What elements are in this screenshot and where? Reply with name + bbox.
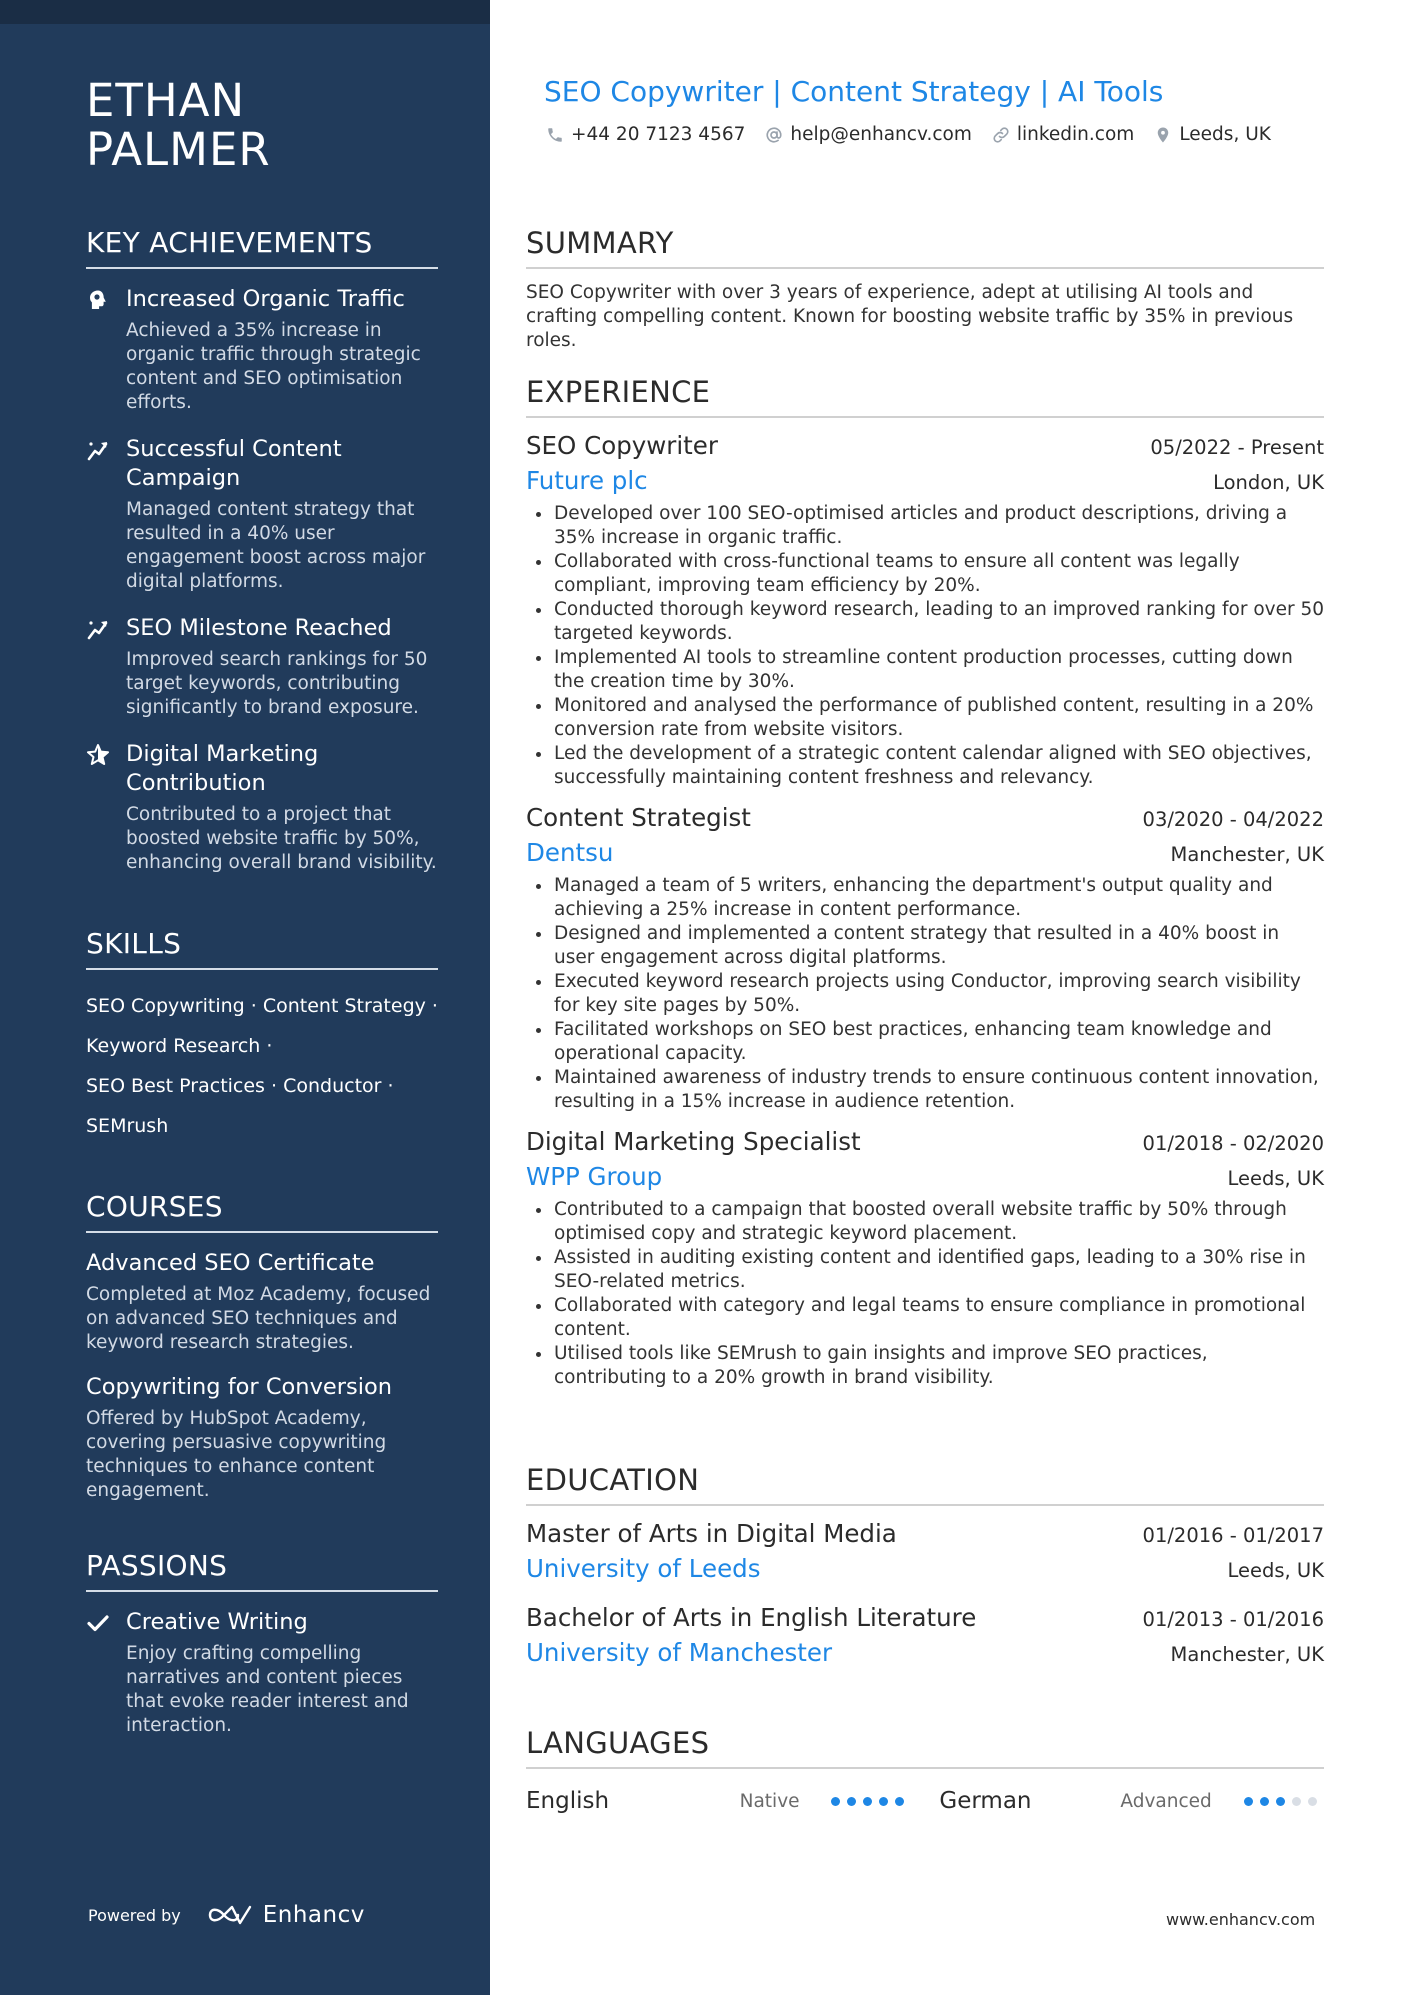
job-dates: 05/2022 - Present [1150,436,1324,459]
education-section [526,1462,1324,1686]
skill-item: SEMrush [86,1115,169,1137]
enhancv-logo[interactable] [207,1902,365,1928]
rating-dot-filled [863,1797,872,1806]
achievement-description: Managed content strategy that resulted in a 40% user engagement boost across major digital platforms. [126,499,426,592]
language-name: German [939,1788,1032,1814]
job-dates: 01/2018 - 02/2020 [1142,1132,1324,1155]
languages-row [526,1781,1324,1821]
rating-dot-empty [1292,1797,1301,1806]
bullet-item: Collaborated with cross-functional teams to ensure all content was legally compliant, improving team efficiency by 20%. [526,550,1324,598]
course-title: Advanced SEO Certificate [86,1250,375,1276]
skill-item: Content Strategy · [262,995,438,1017]
education-location: Manchester, UK [1170,1643,1324,1666]
job-bullets [526,502,1324,790]
achievement-description: Achieved a 35% increase in organic traffic through strategic content and SEO optimisation efforts. [126,320,421,413]
education-location: Leeds, UK [1227,1559,1324,1582]
passion-description: Enjoy crafting compelling narratives and content pieces that evoke reader interest and interaction. [126,1643,409,1736]
bullet-item: Developed over 100 SEO-optimised articles and product descriptions, driving a 35% increase in organic traffic. [526,502,1324,550]
summary-section [526,225,1324,353]
achievement-title: Digital Marketing Contribution [126,741,319,796]
skills-list [86,986,438,1146]
achievement-title: Increased Organic Traffic [126,286,405,312]
growth-arrow-icon [86,617,110,641]
job-location: Leeds, UK [1227,1167,1324,1190]
company-name: Future plc [526,466,648,495]
skill-item: Conductor · [283,1075,394,1097]
link-icon [992,126,1010,144]
education-dates: 01/2013 - 01/2016 [1142,1608,1324,1631]
languages-heading: LANGUAGES [526,1725,1324,1769]
job-title: Content Strategist [526,803,751,832]
language-rating [1244,1797,1324,1806]
job-bullets [526,874,1324,1114]
bullet-item: Maintained awareness of industry trends to ensure continuous content innovation, resulting in a 15% increase in audience retention. [526,1066,1324,1114]
language-name: English [526,1788,610,1814]
skill-item: Keyword Research · [86,1035,273,1057]
achievement-item [86,740,438,875]
growth-arrow-icon [86,438,110,462]
phone-text: +44 20 7123 4567 [571,124,746,145]
achievement-item [86,285,438,415]
achievement-item [86,435,438,594]
job-location: Manchester, UK [1170,843,1324,866]
bullet-item: Monitored and analysed the performance of published content, resulting in a 20% conversion rate from website visitors. [526,694,1324,742]
rating-dot-filled [1276,1797,1285,1806]
summary-heading: SUMMARY [526,225,1324,269]
first-name: ETHAN [86,74,246,127]
passions-section [86,1548,438,1758]
bullet-item: Collaborated with category and legal teams to ensure compliance in promotional content. [526,1294,1324,1342]
education-entry [526,1602,1324,1672]
education-dates: 01/2016 - 01/2017 [1142,1524,1324,1547]
contact-linkedin[interactable] [992,124,1134,145]
bullet-item: Led the development of a strategic content calendar aligned with SEO objectives, successfully maintaining content freshness and relevancy. [526,742,1324,790]
bullet-item: Utilised tools like SEMrush to gain insights and improve SEO practices, contributing to a 20% growth in brand visibility. [526,1342,1324,1390]
job-entry [526,430,1324,790]
checkmark-icon [86,1611,110,1635]
degree: Bachelor of Arts in English Literature [526,1603,977,1632]
rating-dot-filled [847,1797,856,1806]
candidate-name [86,76,271,174]
rating-dot-filled [831,1797,840,1806]
course-description: Offered by HubSpot Academy, covering persuasive copywriting techniques to enhance content engagement. [86,1408,387,1501]
contact-bar [546,124,1291,145]
sidebar [0,0,490,1995]
course-title: Copywriting for Conversion [86,1374,392,1400]
job-bullets [526,1198,1324,1390]
achievement-title: SEO Milestone Reached [126,615,392,641]
language-level: Native [739,1790,800,1812]
footer-url[interactable]: www.enhancv.com [1166,1910,1316,1929]
education-heading: EDUCATION [526,1462,1324,1506]
contact-phone[interactable] [546,124,745,145]
passion-item [86,1608,438,1738]
bullet-item: Designed and implemented a content strategy that resulted in a 40% boost in user engagement across digital platforms. [526,922,1324,970]
rating-dot-filled [895,1797,904,1806]
course-description: Completed at Moz Academy, focused on advanced SEO techniques and keyword research strategies. [86,1284,431,1353]
main-content [526,0,1326,1995]
powered-by-label: Powered by [88,1905,181,1925]
company-name: Dentsu [526,838,614,867]
courses-section [86,1189,438,1521]
summary-text: SEO Copywriter with over 3 years of experience, adept at utilising AI tools and crafting compelling content. Known for boosting website traffic by 35% in previous roles. [526,282,1294,351]
achievement-title: Successful Content Campaign [126,436,342,491]
linkedin-text: linkedin.com [1016,124,1135,145]
brain-head-icon [86,288,110,312]
rating-dot-filled [1244,1797,1253,1806]
job-entry [526,802,1324,1114]
job-title: SEO Copywriter [526,431,718,460]
job-title: Digital Marketing Specialist [526,1127,861,1156]
location-text: Leeds, UK [1179,124,1271,145]
star-icon [86,743,110,767]
school-name: University of Leeds [526,1554,761,1583]
school-name: University of Manchester [526,1638,833,1667]
email-text: help@enhancv.com [790,124,972,145]
last-name: PALMER [86,123,271,176]
job-dates: 03/2020 - 04/2022 [1142,808,1324,831]
contact-location [1154,124,1271,145]
at-icon [765,126,783,144]
passion-title: Creative Writing [126,1609,308,1635]
courses-heading: COURSES [86,1189,438,1233]
powered-by [88,1902,365,1928]
passions-heading: PASSIONS [86,1548,438,1592]
course-item [86,1373,438,1503]
achievement-description: Improved search rankings for 50 target keywords, contributing significantly to brand exposure. [126,649,428,718]
achievement-description: Contributed to a project that boosted website traffic by 50%, enhancing overall brand visibility. [126,804,437,873]
education-entry [526,1518,1324,1588]
phone-icon [546,126,564,144]
company-name: WPP Group [526,1162,663,1191]
bullet-item: Contributed to a campaign that boosted overall website traffic by 50% through optimised copy and strategic keyword placement. [526,1198,1324,1246]
experience-heading: EXPERIENCE [526,374,1324,418]
bullet-item: Executed keyword research projects using Conductor, improving search visibility for key site pages by 50%. [526,970,1324,1018]
contact-email[interactable] [765,124,971,145]
bullet-item: Conducted thorough keyword research, leading to an improved ranking for over 50 targeted keywords. [526,598,1324,646]
enhancv-logo-icon [207,1903,253,1927]
language-level: Advanced [1120,1790,1212,1812]
achievement-item [86,614,438,720]
rating-dot-filled [879,1797,888,1806]
course-item [86,1249,438,1355]
bullet-item: Implemented AI tools to streamline content production processes, cutting down the creation time by 30%. [526,646,1324,694]
skills-section [86,926,438,1146]
job-entry [526,1126,1324,1390]
location-pin-icon [1154,126,1172,144]
bullet-item: Facilitated workshops on SEO best practices, enhancing team knowledge and operational capacity. [526,1018,1324,1066]
rating-dot-filled [1260,1797,1269,1806]
enhancv-wordmark: Enhancv [262,1902,365,1928]
sidebar-top-bar [0,0,490,24]
languages-section [526,1725,1324,1821]
job-location: London, UK [1213,471,1324,494]
achievements-heading: KEY ACHIEVEMENTS [86,225,438,269]
bullet-item: Assisted in auditing existing content and identified gaps, leading to a 30% rise in SEO-related metrics. [526,1246,1324,1294]
rating-dot-empty [1308,1797,1317,1806]
bullet-item: Managed a team of 5 writers, enhancing the department's output quality and achieving a 25% increase in content performance. [526,874,1324,922]
achievements-section [86,225,438,895]
degree: Master of Arts in Digital Media [526,1519,897,1548]
skills-heading: SKILLS [86,926,438,970]
headline: SEO Copywriter | Content Strategy | AI Tools [544,75,1164,108]
skill-item: SEO Copywriting · [86,995,257,1017]
language-rating [831,1797,940,1806]
skill-item: SEO Best Practices · [86,1075,278,1097]
experience-section [526,374,1324,1402]
